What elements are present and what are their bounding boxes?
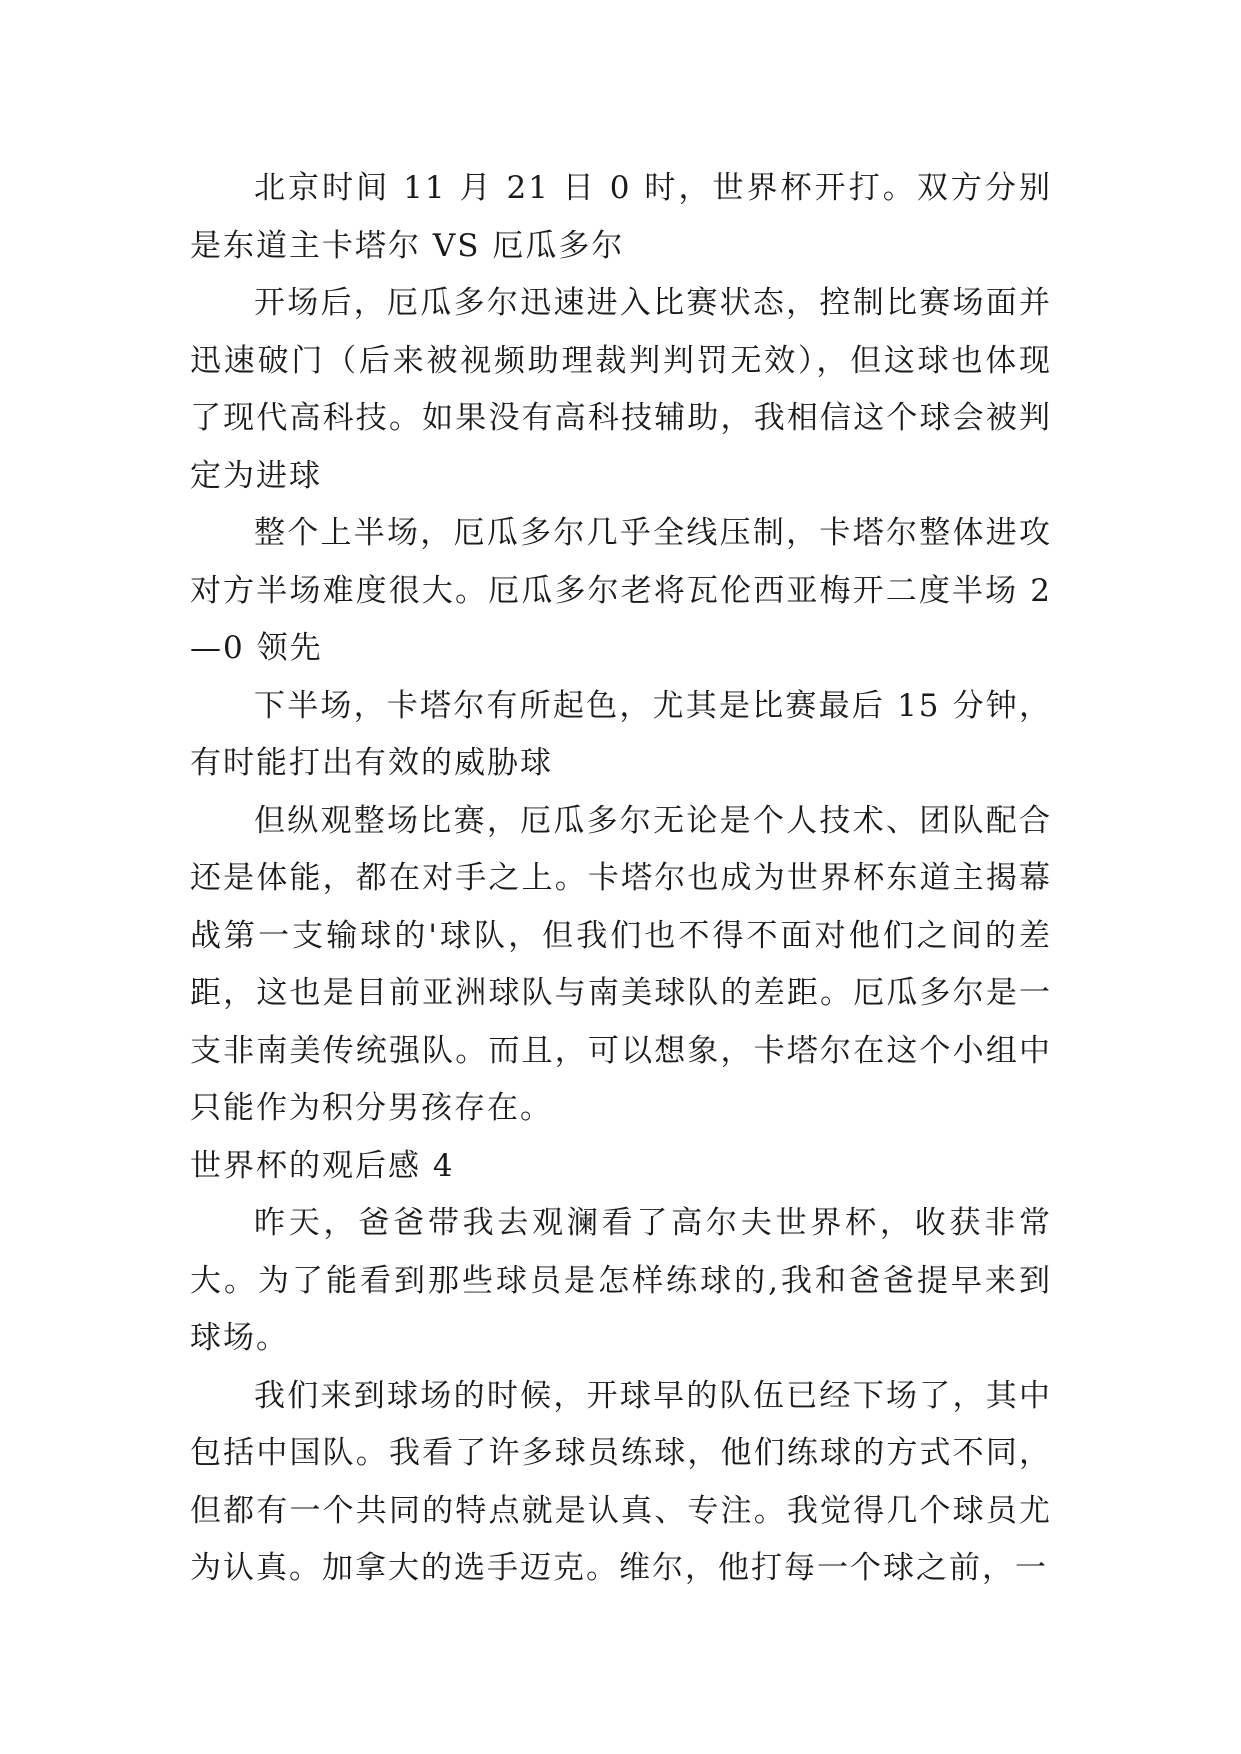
- section-title: 世界杯的观后感 4: [190, 1147, 455, 1184]
- document-body: [190, 160, 1052, 1598]
- paragraph-first-half: 整个上半场，厄瓜多尔几乎全线压制，卡塔尔整体进攻对方半场难度很大。厄瓜多尔老将瓦伦西亚梅开二度半场 2—0 领先: [190, 515, 1052, 666]
- paragraph-summary: 但纵观整场比赛，厄瓜多尔无论是个人技术、团队配合还是体能，都在对手之上。卡塔尔也成为世界杯东道主揭幕战第一支输球的'球队，但我们也不得不面对他们之间的差距，这也是目前亚洲球队与南美球队的差距。厄瓜多尔是一支非南美传统强队。而且，可以想象，卡塔尔在这个小组中只能作为积分男孩存在。: [190, 802, 1052, 1126]
- paragraph-opening: 开场后，厄瓜多尔迅速进入比赛状态，控制比赛场面并迅速破门（后来被视频助理裁判判罚无效），但这球也体现了现代高科技。如果没有高科技辅助，我相信这个球会被判定为进球: [190, 285, 1052, 494]
- paragraph-second-half: 下半场，卡塔尔有所起色，尤其是比赛最后 15 分钟，有时能打出有效的威胁球: [190, 687, 1052, 781]
- paragraph-golf-visit: 昨天，爸爸带我去观澜看了高尔夫世界杯，收获非常大。为了能看到那些球员是怎样练球的,我和爸爸提早来到球场。: [190, 1205, 1052, 1356]
- paragraph-match-intro: 北京时间 11 月 21 日 0 时，世界杯开打。双方分别是东道主卡塔尔 VS 厄瓜多尔: [190, 170, 1052, 264]
- paragraph-golf-practice: 我们来到球场的时候，开球早的队伍已经下场了，其中包括中国队。我看了许多球员练球，他们练球的方式不同，但都有一个共同的特点就是认真、专注。我觉得几个球员尤为认真。加拿大的选手迈克。维尔，他打每一个球之前，一: [190, 1377, 1052, 1586]
